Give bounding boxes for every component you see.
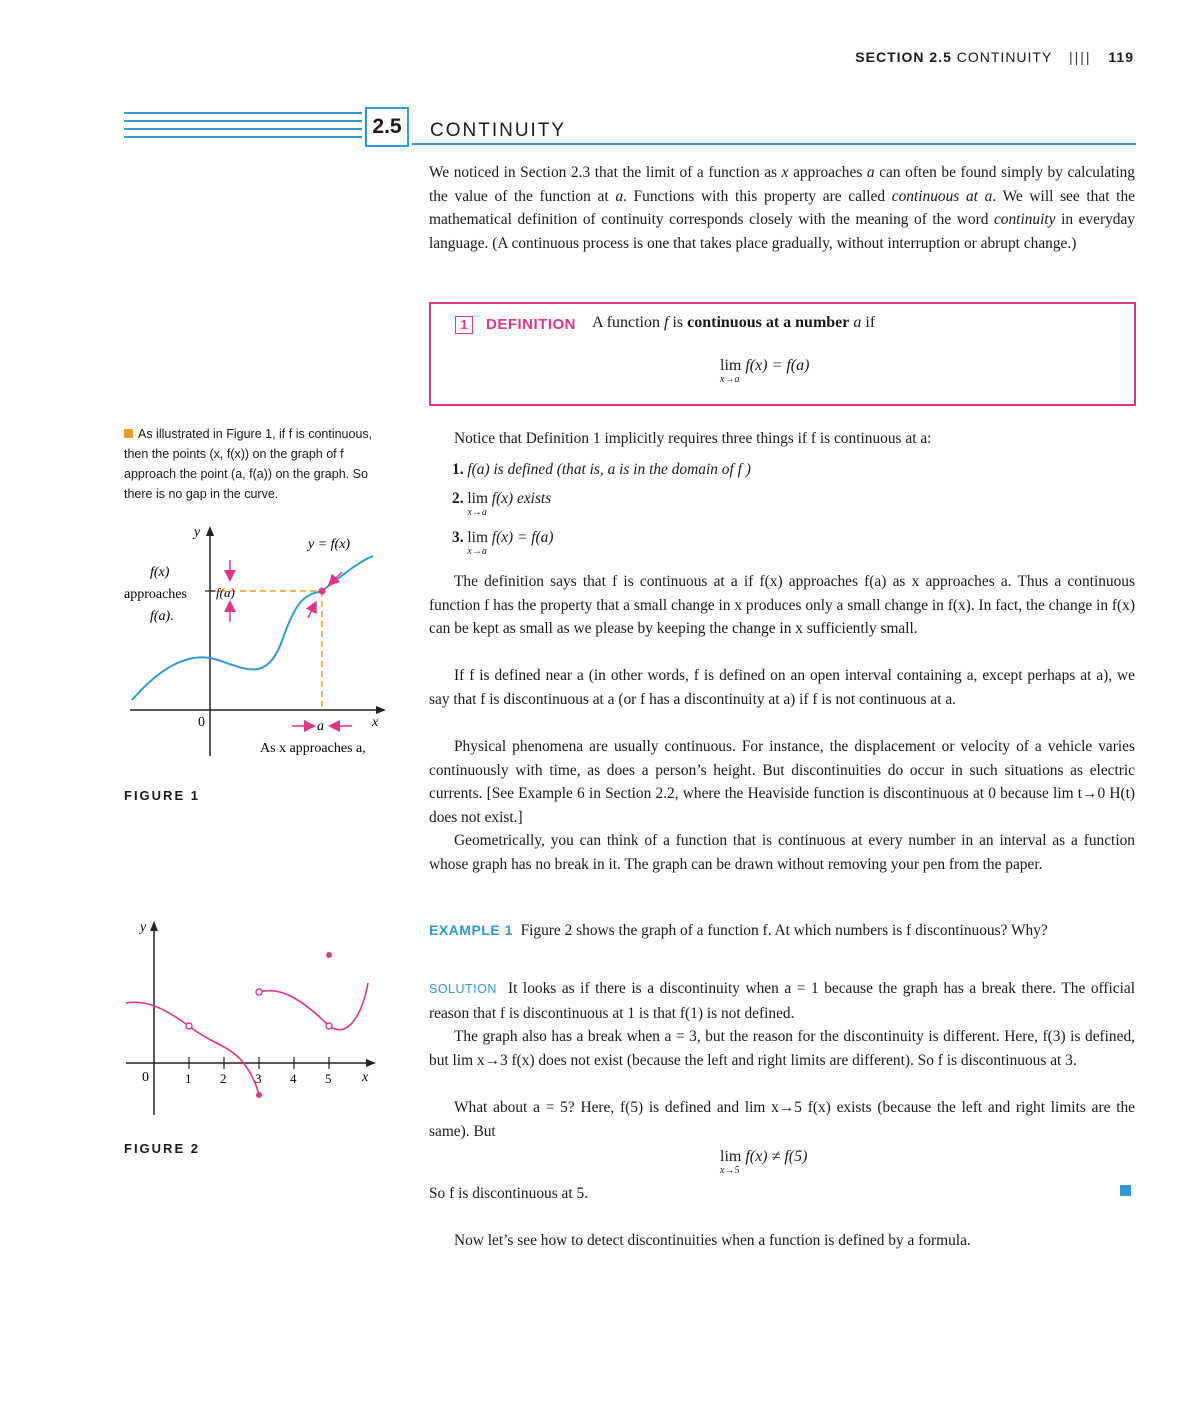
fig2-origin: 0 (142, 1070, 149, 1085)
figure-2-graph (118, 915, 388, 1120)
fig1-a-label: a (317, 719, 324, 734)
paragraph-definition-says: The definition says that f is continuous at a if f(x) approaches f(a) as x approaches a. Thus a continuous function f has the property that a small change in x produces only a small change in f(x). In fact, the change in f(x) can be kept as small as we please by keeping the change in x sufficiently small. (429, 573, 1135, 638)
condition-1: 1. f(a) is defined (that is, a is in the domain of f ) (452, 461, 751, 478)
figure-1-caption: FIGURE 1 (124, 788, 200, 803)
margin-note: As illustrated in Figure 1, if f is continuous, then the points (x, f(x)) on the graph of f approach the point (a, f(a)) on the graph. So there is no gap in the curve. (124, 427, 373, 501)
fig2-tick-label-5: 5 (325, 1071, 332, 1086)
example-formula: lim x→5 f(x) ≠ f(5) (720, 1148, 808, 1176)
fig2-y-arrow-icon (150, 921, 158, 931)
fig1-x-label: x (372, 715, 379, 730)
definition-text: A function f is continuous at a number a if (592, 314, 876, 331)
running-head (855, 49, 1134, 65)
closing-paragraph: Now let’s see how to detect discontinuities when a function is defined by a formula. (454, 1232, 971, 1249)
section-title-rule (412, 143, 1136, 145)
paragraph-discontinuous: If f is defined near a (in other words, f is defined on an open interval containing a, except perhaps at a), we say that f is discontinuous at a (or f has a discontinuity at a) if f is not continuous at a. (429, 667, 1135, 708)
header-rule-lines (124, 112, 362, 146)
solution-paragraph-1: SOLUTION It looks as if there is a discontinuity when a = 1 because the graph has a break there. The official reason that f is discontinuous at 1 is that f(1) is not defined. (429, 980, 1135, 1022)
fig2-tick-label-3: 3 (255, 1071, 262, 1086)
fig1-arrow-lower (308, 606, 314, 618)
fig2-closed-point-3 (256, 1092, 262, 1098)
example-1: EXAMPLE 1 Figure 2 shows the graph of a function f. At which numbers is f discontinuous? Why? (429, 922, 1048, 939)
fig1-bottom-text: As x approaches a, (260, 741, 366, 756)
fig2-right-branch (259, 983, 368, 1030)
fig1-point (319, 588, 326, 595)
fig1-x-arrow-icon (376, 706, 386, 714)
fig2-x-label: x (362, 1070, 369, 1085)
fig1-fx-label: f(x) (150, 565, 170, 580)
figure-1-graph (118, 520, 398, 765)
paragraph-physical: Physical phenomena are usually continuous. For instance, the displacement or velocity of a vehicle varies continuously with time, as does a person’s height. But discontinuities do occur in such situations as electric currents. [See Example 6 in Section 2.2, where the Heaviside function is discontinuous at 0 because lim t→0 H(t) does not exist.] (429, 738, 1135, 826)
definition-formula: lim x→a f(x) = f(a) (720, 357, 810, 385)
fig2-y-label: y (140, 920, 147, 935)
fig2-x-arrow-icon (366, 1059, 376, 1067)
fig1-fa-label: f(a). (150, 609, 174, 624)
fig1-y-arrow-icon (206, 526, 214, 536)
fig1-y-label: y (194, 525, 201, 540)
running-head-section: SECTION 2.5 (855, 49, 952, 65)
solution-paragraph-2: The graph also has a break when a = 3, but the reason for the discontinuity is different. Here, f(3) is defined, but lim x→3 f(x) does not exist (because the left and right limits are different). So f is discontinuous at 3. (429, 1028, 1135, 1069)
example-conclusion: So f is discontinuous at 5. (429, 1185, 589, 1202)
solution-label: SOLUTION (429, 982, 497, 996)
fig2-tick-label-1: 1 (185, 1071, 192, 1086)
notice-paragraph: Notice that Definition 1 implicitly requires three things if f is continuous at a: (454, 430, 932, 447)
fig1-origin: 0 (198, 715, 205, 730)
fig2-closed-point-5 (326, 952, 332, 958)
fig2-open-point-1 (186, 1023, 192, 1029)
example-label: EXAMPLE 1 (429, 922, 513, 938)
fig2-tick-label-4: 4 (290, 1071, 297, 1086)
figure-2-caption: FIGURE 2 (124, 1141, 200, 1156)
running-head-bars: |||| (1068, 49, 1092, 65)
definition-label: DEFINITION (486, 316, 576, 333)
section-number: 2.5 (365, 107, 409, 147)
fig1-approaches: approaches (124, 587, 187, 602)
section-title: CONTINUITY (430, 120, 567, 141)
fig1-fa-tick-label: f(a) (216, 585, 235, 600)
paragraph-geometrically: Geometrically, you can think of a function that is continuous at every number in an interval as a function whose graph has no break in it. The graph can be drawn without removing your pen from the paper. (429, 832, 1135, 873)
page-number: 119 (1108, 49, 1134, 65)
fig1-curve-label: y = f(x) (308, 537, 351, 552)
fig2-open-point-5 (326, 1023, 332, 1029)
definition-number: 1 (455, 316, 473, 334)
intro-paragraph: We noticed in Section 2.3 that the limit of a function as x approaches a can often be found simply by calculating the value of the function at a. Functions with this property are called continuous at a. We will see that the mathematical definition of continuity corresponds closely with the meaning of the word continuity in everyday language. (A continuous process is one that takes place gradually, without interruption or abrupt change.) (429, 164, 1136, 252)
condition-3: 3. lim x→a f(x) = f(a) (452, 529, 554, 557)
solution-paragraph-3: What about a = 5? Here, f(5) is defined and lim x→5 f(x) exists (because the left and right limits are the same). But (429, 1099, 1135, 1140)
end-of-example-icon (1120, 1185, 1131, 1196)
condition-2: 2. lim x→a f(x) exists (452, 490, 552, 518)
running-head-title: CONTINUITY (956, 49, 1053, 65)
fig2-tick-label-2: 2 (220, 1071, 227, 1086)
margin-note-square-icon (124, 429, 133, 438)
fig2-open-point-3 (256, 989, 262, 995)
